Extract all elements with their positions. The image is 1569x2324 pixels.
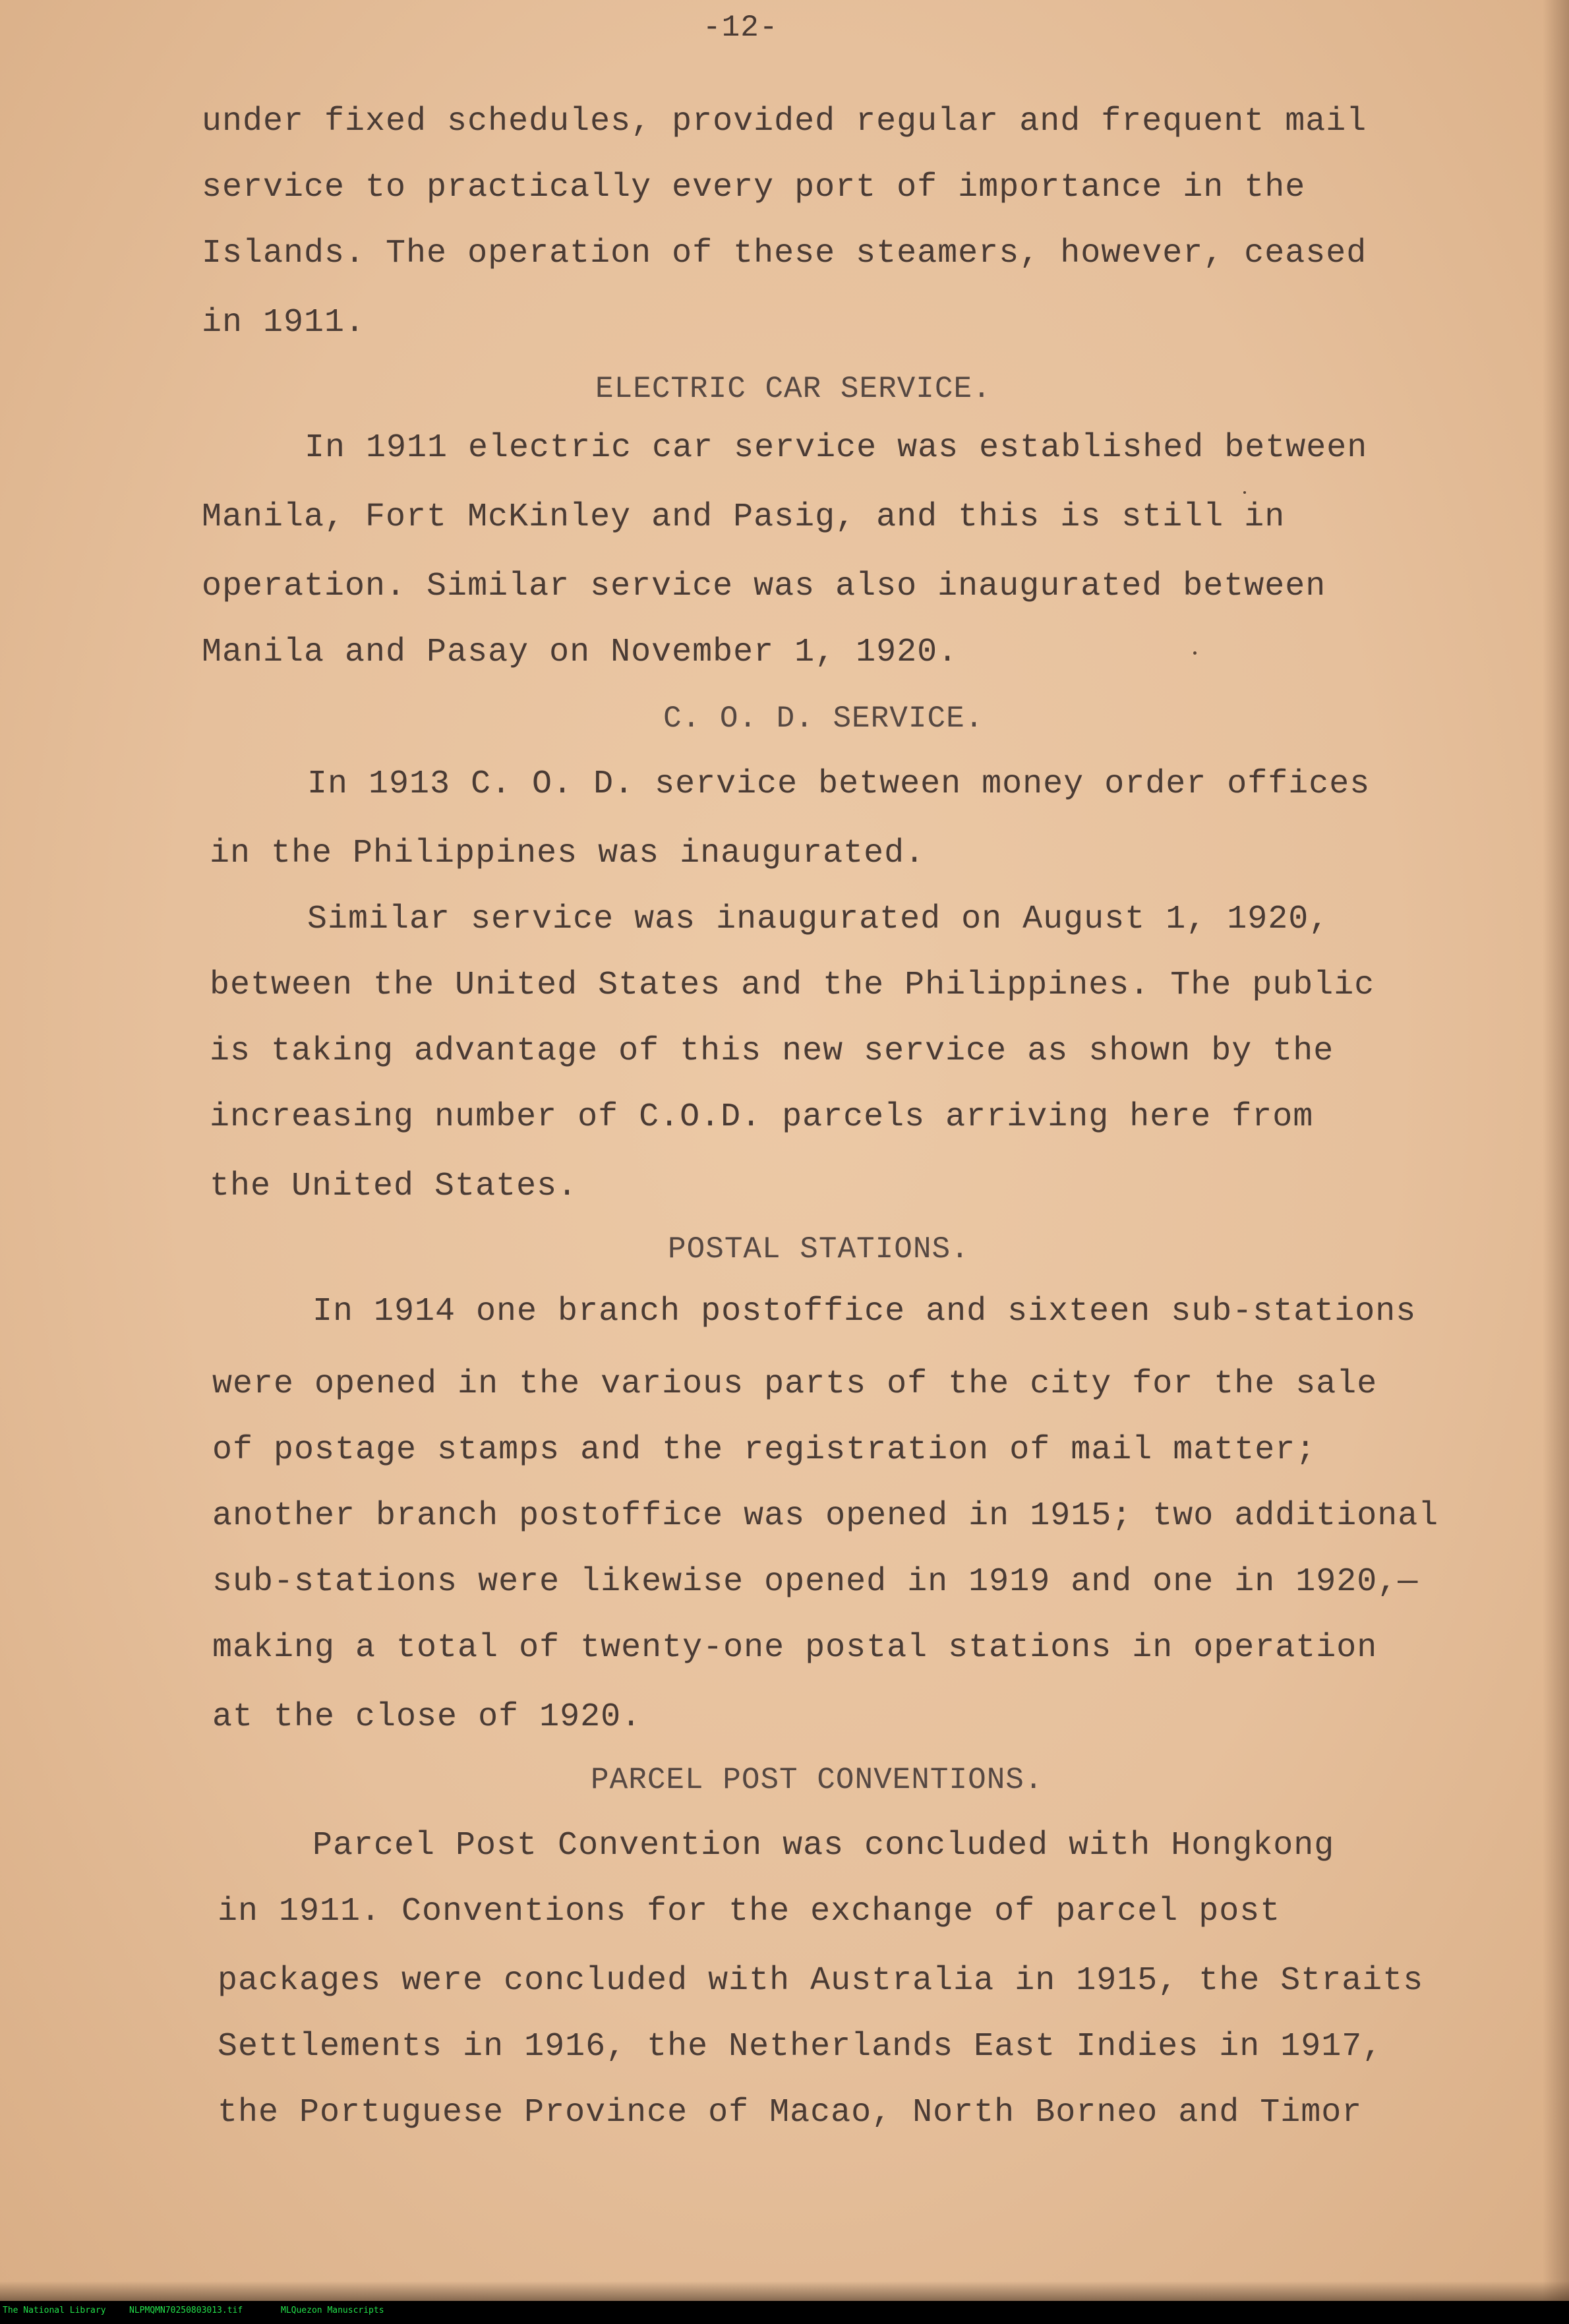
text-line: service to practically every port of importance in the	[202, 169, 1306, 206]
text-line: the United States.	[210, 1168, 578, 1205]
section-heading: ELECTRIC CAR SERVICE.	[595, 372, 992, 406]
text-line: increasing number of C.O.D. parcels arriving here from	[210, 1098, 1314, 1136]
text-line: In 1913 C. O. D. service between money order offices	[307, 765, 1371, 803]
text-line: Parcel Post Convention was concluded with Hongkong	[312, 1827, 1335, 1864]
footer-image-id: NLPMQMN70250803013.tif	[129, 2306, 243, 2315]
text-line: In 1914 one branch postoffice and sixteen sub-stations	[312, 1293, 1417, 1330]
text-line: Manila and Pasay on November 1, 1920.	[202, 634, 959, 671]
section-heading: POSTAL STATIONS.	[668, 1232, 970, 1266]
footer-collection: MLQuezon Manuscripts	[281, 2306, 384, 2315]
text-line: in 1911.	[202, 304, 366, 342]
text-line: another branch postoffice was opened in 1915; two additional	[212, 1497, 1439, 1535]
section-heading: C. O. D. SERVICE.	[663, 701, 984, 736]
text-line: in the Philippines was inaugurated.	[210, 835, 926, 872]
text-line: Similar service was inaugurated on August 1, 1920,	[307, 901, 1330, 938]
text-line: the Portuguese Province of Macao, North Borneo and Timor	[218, 2094, 1363, 2131]
ink-speck	[1243, 491, 1246, 494]
text-line: is taking advantage of this new service as shown by the	[210, 1032, 1334, 1070]
text-line: Settlements in 1916, the Netherlands East Indies in 1917,	[218, 2028, 1383, 2066]
footer-library: The National Library	[3, 2306, 106, 2315]
text-line: operation. Similar service was also inaugurated between	[202, 568, 1326, 605]
page-bottom-shadow	[0, 2281, 1569, 2301]
text-line: between the United States and the Philippines. The public	[210, 967, 1375, 1004]
ink-speck	[1193, 651, 1197, 655]
text-line: under fixed schedules, provided regular and frequent mail	[202, 103, 1367, 140]
text-line: sub-stations were likewise opened in 1919 and one in 1920,—	[212, 1563, 1419, 1601]
text-line: at the close of 1920.	[212, 1698, 642, 1736]
text-line: of postage stamps and the registration of mail matter;	[212, 1431, 1317, 1469]
text-line: In 1911 electric car service was established between	[305, 429, 1368, 467]
text-line: making a total of twenty-one postal stations in operation	[212, 1629, 1378, 1667]
page-edge-shadow	[1543, 0, 1569, 2301]
page-number: -12-	[703, 11, 779, 45]
text-line: Islands. The operation of these steamers, however, ceased	[202, 235, 1367, 272]
text-line: Manila, Fort McKinley and Pasig, and this is still in	[202, 498, 1286, 536]
text-line: packages were concluded with Australia in 1915, the Straits	[218, 1962, 1424, 2000]
scan-footer	[0, 2301, 1569, 2324]
text-line: in 1911. Conventions for the exchange of parcel post	[218, 1893, 1281, 1930]
text-line: were opened in the various parts of the city for the sale	[212, 1365, 1378, 1403]
section-heading: PARCEL POST CONVENTIONS.	[591, 1763, 1044, 1797]
